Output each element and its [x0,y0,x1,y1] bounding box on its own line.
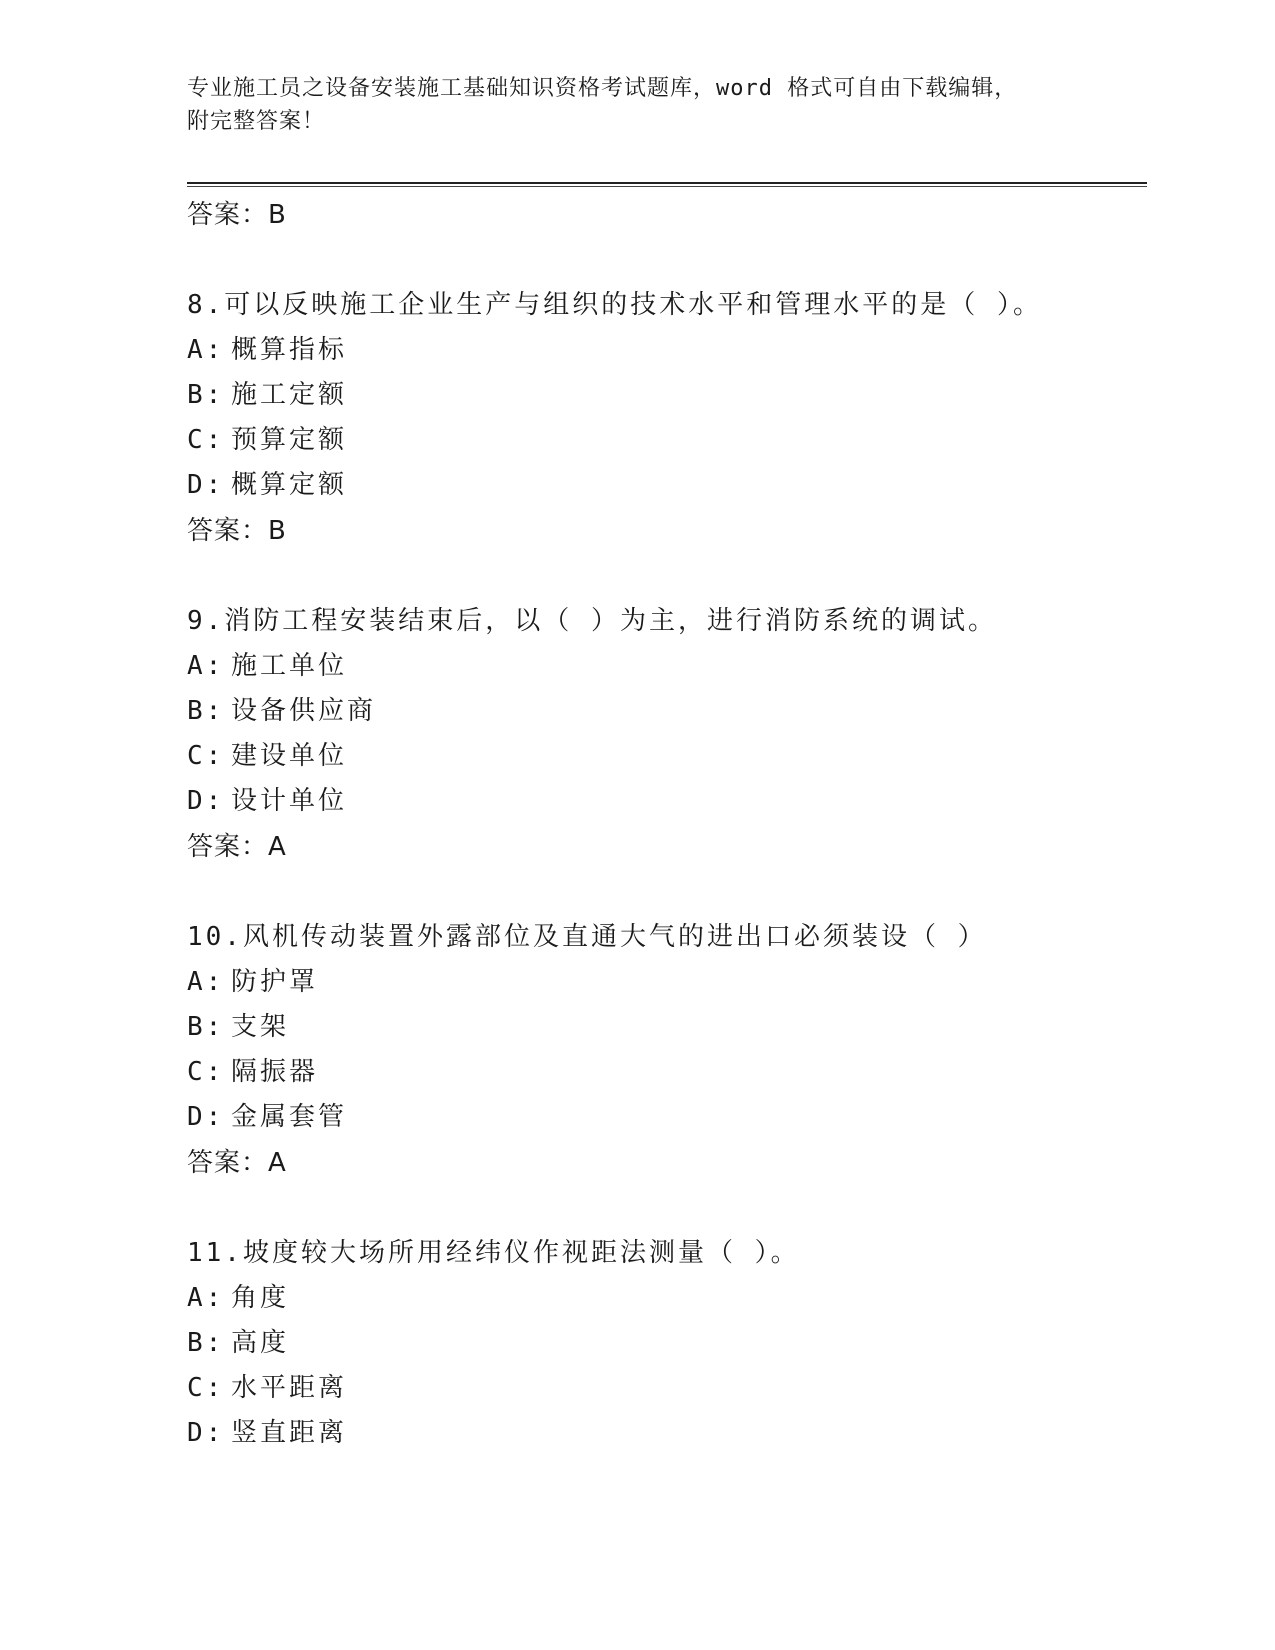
question-stem: 11.坡度较大场所用经纬仪作视距法测量（ ）。 [187,1238,800,1268]
question-stem: 8.可以反映施工企业生产与组织的技术水平和管理水平的是（ ）。 [187,290,1042,320]
option-key: B: [187,1328,225,1358]
option-key: C: [187,1373,225,1403]
option-key: B: [187,1012,225,1042]
option-text: 预算定额 [231,425,348,455]
option-d [187,779,1147,824]
question-item [187,914,1147,1186]
option-key: C: [187,425,225,455]
option-a [187,644,1147,689]
option-text: 设计单位 [231,786,348,816]
question-item [187,598,1147,870]
header-line-2: 附完整答案！ [187,109,326,134]
document-page [187,72,1147,1456]
option-key: B: [187,696,225,726]
option-a [187,1276,1147,1321]
answer-line: 答案：A [187,832,287,862]
option-b [187,689,1147,734]
option-text: 概算指标 [231,335,348,365]
option-text: 隔振器 [231,1057,319,1087]
option-b [187,373,1147,418]
question-stem: 9.消防工程安装结束后，以（ ）为主，进行消防系统的调试。 [187,606,997,636]
option-text: 角度 [231,1283,290,1313]
option-key: B: [187,380,225,410]
option-text: 概算定额 [231,470,348,500]
option-text: 支架 [231,1012,290,1042]
option-text: 设备供应商 [231,696,377,726]
option-d [187,463,1147,508]
option-d [187,1411,1147,1456]
option-key: A: [187,651,225,681]
option-text: 水平距离 [231,1373,348,1403]
option-a [187,960,1147,1005]
answer-line: 答案：B [187,516,287,546]
question-item [187,282,1147,554]
answer-line: 答案：B [187,200,287,230]
option-key: D: [187,1418,225,1448]
option-text: 施工单位 [231,651,348,681]
option-key: A: [187,1283,225,1313]
option-text: 建设单位 [231,741,348,771]
option-key: A: [187,967,225,997]
option-key: D: [187,470,225,500]
option-key: C: [187,741,225,771]
option-text: 施工定额 [231,380,348,410]
option-key: C: [187,1057,225,1087]
header-line-1: 专业施工员之设备安装施工基础知识资格考试题库，word 格式可自由下载编辑， [187,76,1018,101]
answer-line: 答案：A [187,1148,287,1178]
option-key: D: [187,1102,225,1132]
option-c [187,1050,1147,1095]
option-text: 防护罩 [231,967,319,997]
question-stem: 10.风机传动装置外露部位及直通大气的进出口必须装设（ ） [187,922,987,952]
option-c [187,418,1147,463]
document-header [187,72,1147,138]
option-c [187,734,1147,779]
option-text: 金属套管 [231,1102,348,1132]
option-d [187,1095,1147,1140]
option-b [187,1005,1147,1050]
question-item [187,1230,1147,1456]
option-text: 竖直距离 [231,1418,348,1448]
option-b [187,1321,1147,1366]
option-a [187,328,1147,373]
option-key: D: [187,786,225,816]
option-key: A: [187,335,225,365]
option-text: 高度 [231,1328,290,1358]
option-c [187,1366,1147,1411]
header-divider [187,182,1147,184]
